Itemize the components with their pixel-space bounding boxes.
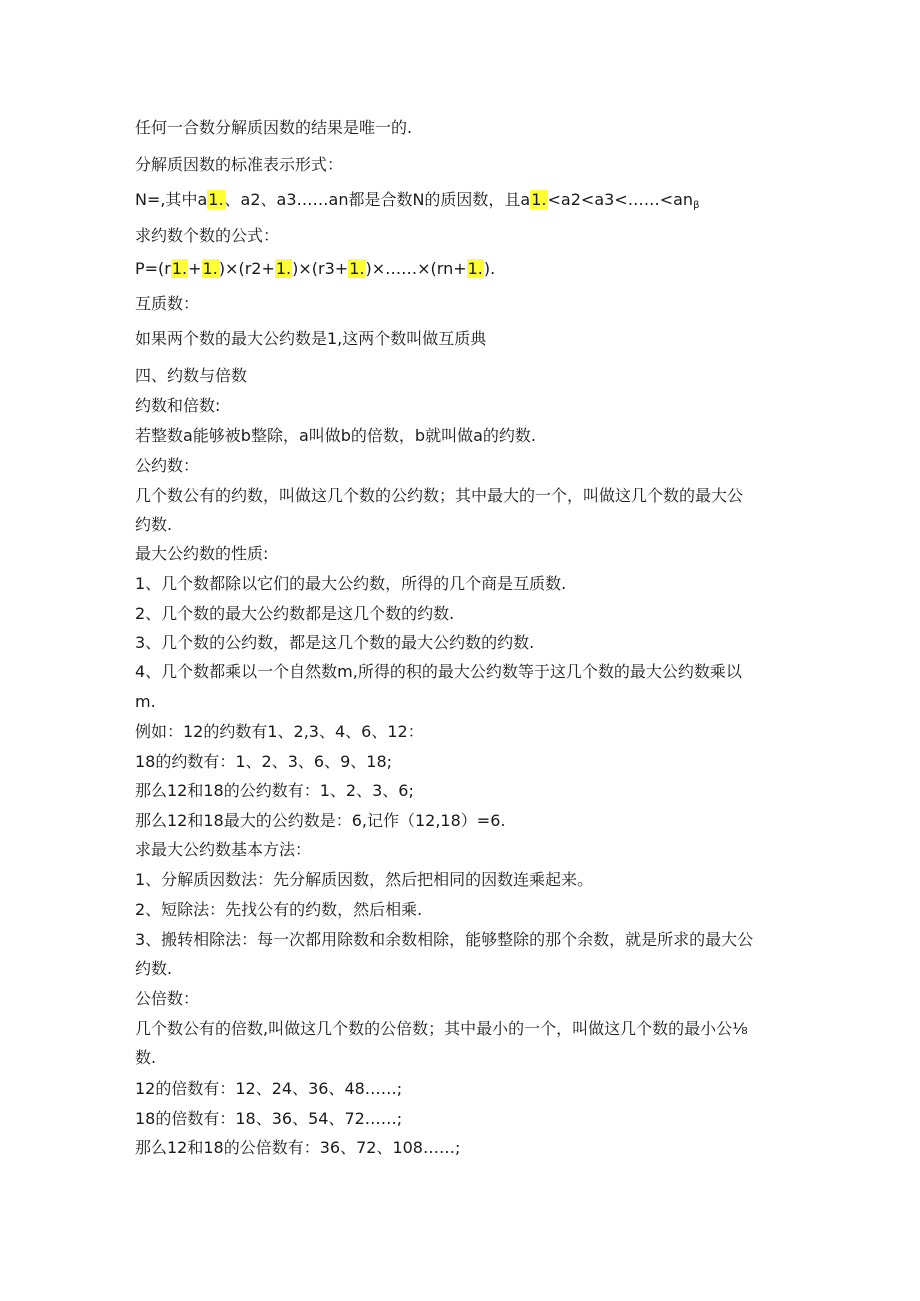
- formula-text: )×……×(rn+: [365, 259, 467, 278]
- highlighted-text: 1.: [349, 259, 365, 278]
- text-line: 求最大公约数基本方法：: [135, 840, 312, 859]
- text-line: 例如：12的约数有1、2,3、4、6、12：: [135, 722, 424, 741]
- text-line: 2、几个数的最大公约数都是这几个数的约数.: [135, 604, 455, 623]
- text-line: 3、搬转相除法：每一次都用除数和余数相除，能够整除的那个余数，就是所求的最大公: [135, 930, 754, 949]
- highlighted-text: 1.: [208, 190, 224, 209]
- subscript: β: [693, 200, 700, 211]
- text-line: 那么12和18的公约数有：1、2、3、6;: [135, 781, 414, 800]
- text-line: 约数和倍数:: [135, 396, 221, 415]
- formula-line: [135, 259, 495, 279]
- text-line: 几个数公有的倍数,叫做这几个数的公倍数；其中最小的一个，叫做这几个数的最小公⅛: [135, 1019, 748, 1038]
- highlighted-text: 1.: [467, 259, 483, 278]
- text-line: 12的倍数有：12、24、36、48……;: [135, 1079, 403, 1098]
- highlighted-text: 1.: [171, 259, 188, 278]
- text-line: 公约数：: [135, 456, 200, 475]
- formula-text: N=,其中a: [135, 190, 208, 209]
- text-line: m.: [135, 692, 156, 711]
- formula-text: 、a2、a3……an都是合数N的质因数，且a: [224, 190, 531, 209]
- text-line: 那么12和18最大的公约数是：6,记作（12,18）=6.: [135, 811, 506, 830]
- text-line: 求约数个数的公式：: [135, 226, 280, 245]
- text-line: 最大公约数的性质:: [135, 544, 269, 563]
- text-line: 任何一合数分解质因数的结果是唯一的.: [135, 118, 413, 137]
- text-line: 18的约数有：1、2、3、6、9、18;: [135, 752, 393, 771]
- text-line: 如果两个数的最大公约数是1,这两个数叫做互质典: [135, 329, 487, 348]
- text-line: 若整数a能够被b整除，a叫做b的倍数，b就叫做a的约数.: [135, 426, 536, 445]
- highlighted-text: 1.: [275, 259, 292, 278]
- text-line: 1、分解质因数法：先分解质因数，然后把相同的因数连乘起来。: [135, 870, 594, 889]
- text-line: 约数.: [135, 515, 173, 534]
- text-line: 3、几个数的公约数，都是这几个数的最大公约数的约数.: [135, 633, 535, 652]
- text-line: 数.: [135, 1048, 157, 1067]
- highlighted-text: 1.: [531, 190, 547, 209]
- text-line: 互质数：: [135, 294, 200, 313]
- text-line: 分解质因数的标准表示形式：: [135, 155, 344, 174]
- text-line: 几个数公有的约数，叫做这几个数的公约数；其中最大的一个，叫做这几个数的最大公: [135, 486, 744, 505]
- formula-text: ).: [483, 259, 496, 278]
- text-line: 18的倍数有：18、36、54、72……;: [135, 1109, 403, 1128]
- formula-text: )×(r3+: [292, 259, 349, 278]
- text-line: 那么12和18的公倍数有：36、72、108……;: [135, 1138, 461, 1157]
- formula-line: [135, 190, 699, 216]
- formula-text: )×(r2+: [218, 259, 275, 278]
- section-heading: 四、约数与倍数: [135, 366, 248, 385]
- text-line: 4、几个数都乘以一个自然数m,所得的积的最大公约数等于这几个数的最大公约数乘以: [135, 662, 742, 681]
- text-line: 约数.: [135, 959, 173, 978]
- text-line: 1、几个数都除以它们的最大公约数，所得的几个商是互质数.: [135, 574, 567, 593]
- formula-text: P=(r: [135, 259, 171, 278]
- formula-text: <a2<a3<……<an: [547, 190, 694, 209]
- text-line: 公倍数：: [135, 989, 200, 1008]
- text-line: 2、短除法：先找公有的约数，然后相乘.: [135, 900, 423, 919]
- formula-text: +: [188, 259, 202, 278]
- highlighted-text: 1.: [202, 259, 218, 278]
